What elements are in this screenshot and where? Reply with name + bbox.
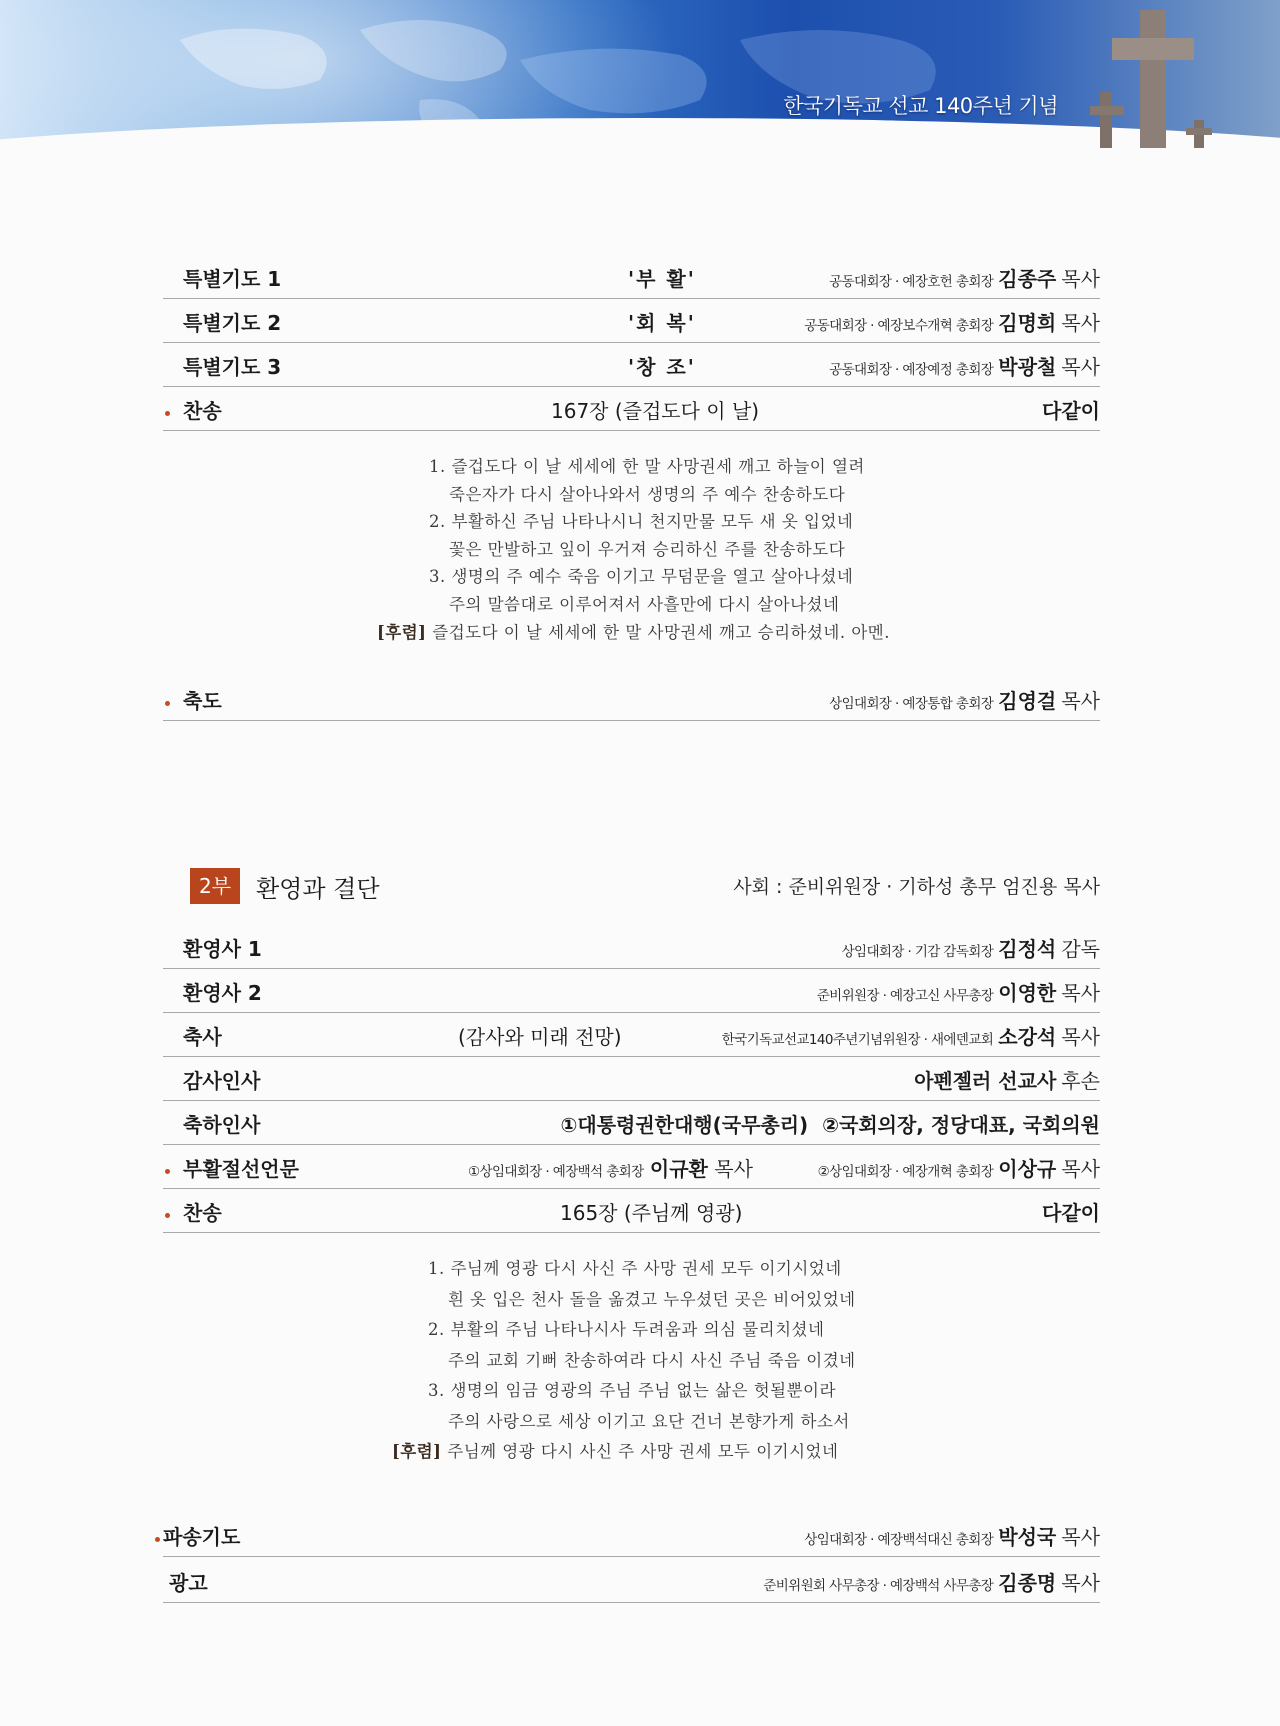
lyric-line: 주의 교회 기뻐 찬송하여라 다시 사신 주님 죽음 이겼네 xyxy=(448,1350,856,1370)
declaration-presenter-2 xyxy=(818,1153,1100,1182)
bullet-icon xyxy=(165,1169,170,1174)
row-label: 파송기도 xyxy=(163,1525,241,1549)
row-label: 축도 xyxy=(183,689,222,713)
presenter-role: 공동대회장 · 예장호헌 총회장 xyxy=(829,274,994,290)
presenter-title: 목사 xyxy=(1061,267,1100,291)
row-label: 특별기도 1 xyxy=(183,267,282,291)
presenter-role: 상임대회장 · 기감 감독회장 xyxy=(841,944,994,960)
program-row-special-prayer-1 xyxy=(163,258,1100,299)
hymn-performer: 다같이 xyxy=(1042,1201,1100,1225)
lyric-line: 흰 옷 입은 천사 돌을 옮겼고 누우셨던 곳은 비어있었네 xyxy=(448,1289,856,1309)
presenter-name: 박광철 xyxy=(998,355,1057,379)
presenter xyxy=(763,1567,1100,1596)
presenter-name: 김정석 xyxy=(998,937,1057,961)
lyric-line: 2. 부활의 주님 나타나시사 두려움과 의심 물리치셨네 xyxy=(428,1320,825,1339)
thanks-suffix: 후손 xyxy=(1061,1069,1100,1093)
program-row-sending-prayer xyxy=(163,1516,1100,1557)
presenter xyxy=(829,685,1100,714)
presenter xyxy=(804,307,1100,336)
presenter-role: ②상임대회장 · 예장개혁 총회장 xyxy=(817,1164,994,1180)
lyric-line: 꽃은 만발하고 잎이 우거져 승리하신 주를 찬송하도다 xyxy=(449,539,846,559)
presenter-name: 이상규 xyxy=(998,1157,1057,1181)
refrain-tag: [후렴] xyxy=(392,1442,442,1461)
presenter-name: 김종명 xyxy=(998,1571,1057,1595)
presenter-title: 목사 xyxy=(1061,689,1100,713)
lyric-line: 3. 생명의 임금 영광의 주님 주님 없는 삶은 헛될뿐이라 xyxy=(428,1381,836,1400)
program-row-special-prayer-2 xyxy=(163,302,1100,343)
header-banner xyxy=(0,0,1280,148)
lyric-line: 2. 부활하신 주님 나타나시니 천지만물 모두 새 옷 입었네 xyxy=(429,512,854,532)
banner-title: 한국기독교 선교 140주년 기념 xyxy=(783,94,1058,118)
presenter-title: 목사 xyxy=(1061,1025,1100,1049)
prayer-topic: '회 복' xyxy=(628,311,696,335)
presenter-name: 박성국 xyxy=(998,1525,1057,1549)
bullet-icon xyxy=(165,411,170,416)
presenter xyxy=(804,1521,1100,1550)
lyric-line: 3. 생명의 주 예수 죽음 이기고 무덤문을 열고 살아나셨네 xyxy=(429,567,854,587)
program-row-greeting xyxy=(163,1104,1100,1145)
row-label: 환영사 2 xyxy=(183,981,262,1005)
hymn-lyrics-167 xyxy=(377,453,890,646)
presenter-title: 목사 xyxy=(1061,1157,1100,1181)
address-topic: (감사와 미래 전망) xyxy=(458,1025,622,1049)
program-row-congratulatory-address xyxy=(163,1016,1100,1057)
presenter xyxy=(842,933,1100,962)
presenter-title: 목사 xyxy=(1061,1571,1100,1595)
presenter xyxy=(829,351,1100,380)
row-label: 찬송 xyxy=(183,399,222,423)
hymn-title: 165장 (주님께 영광) xyxy=(560,1201,743,1225)
prayer-topic: '부 활' xyxy=(628,267,696,291)
hymn-performer: 다같이 xyxy=(1042,399,1100,423)
presenter-role: ①상임대회장 · 예장백석 총회장 xyxy=(468,1164,644,1180)
presenter-title: 목사 xyxy=(1061,311,1100,335)
presenter-role: 준비위원장 · 예장고신 사무총장 xyxy=(816,988,994,1004)
bullet-icon xyxy=(165,701,170,706)
program-row-announcement xyxy=(163,1562,1100,1603)
presenter-role: 공동대회장 · 예장보수개혁 총회장 xyxy=(804,318,994,334)
part-badge: 2부 xyxy=(190,868,240,904)
row-label: 특별기도 2 xyxy=(183,311,282,335)
presenter xyxy=(722,1021,1100,1050)
presenter-role: 준비위원회 사무총장 · 예장백석 사무총장 xyxy=(763,1578,994,1594)
row-label: 특별기도 3 xyxy=(183,355,282,379)
cross-icon xyxy=(1090,10,1230,148)
row-label: 부활절선언문 xyxy=(183,1157,299,1181)
row-label: 축사 xyxy=(183,1025,222,1049)
lyric-line: 주의 사랑으로 세상 이기고 요단 건너 본향가게 하소서 xyxy=(448,1411,850,1431)
part-host: 사회 : 준비위원장 · 기하성 총무 엄진용 목사 xyxy=(733,876,1100,898)
row-label: 축하인사 xyxy=(183,1113,261,1137)
bullet-icon xyxy=(165,1213,170,1218)
hymn-lyrics-165 xyxy=(392,1255,856,1469)
row-label: 환영사 1 xyxy=(183,937,262,961)
presenter-name: 김종주 xyxy=(998,267,1057,291)
presenter-name: 김영걸 xyxy=(998,689,1057,713)
presenter-title: 목사 xyxy=(1061,355,1100,379)
presenter xyxy=(829,263,1100,292)
declaration-presenter-1 xyxy=(468,1153,753,1182)
refrain-tag: [후렴] xyxy=(377,622,427,642)
presenter-name: 이규환 xyxy=(649,1157,708,1181)
prayer-topic: '창 조' xyxy=(628,355,696,379)
presenter-role: 상임대회장 · 예장백석대신 총회장 xyxy=(804,1532,994,1548)
presenter-title: 목사 xyxy=(714,1157,753,1181)
presenter-name: 소강석 xyxy=(998,1025,1057,1049)
program-row-blessing xyxy=(163,680,1100,721)
lyric-refrain xyxy=(377,619,890,647)
lyric-line: 죽은자가 다시 살아나와서 생명의 주 예수 찬송하도다 xyxy=(449,484,846,504)
presenter-title: 목사 xyxy=(1061,1525,1100,1549)
program-row-hymn-167 xyxy=(163,390,1100,431)
presenter-role: 상임대회장 · 예장통합 총회장 xyxy=(829,696,994,712)
program-row-thanks xyxy=(163,1060,1100,1101)
program-row-welcome-2 xyxy=(163,972,1100,1013)
bullet-icon xyxy=(155,1537,160,1542)
program-row-welcome-1 xyxy=(163,928,1100,969)
thanks-value: 아펜젤러 선교사 xyxy=(914,1069,1057,1093)
refrain-text: 주님께 영광 다시 사신 주 사망 권세 모두 이기시었네 xyxy=(447,1442,839,1461)
presenter xyxy=(817,977,1100,1006)
thanks-target xyxy=(914,1065,1100,1094)
row-label: 찬송 xyxy=(183,1201,222,1225)
row-label: 감사인사 xyxy=(183,1069,261,1093)
presenter-title: 목사 xyxy=(1061,981,1100,1005)
lyric-refrain xyxy=(392,1438,856,1469)
refrain-text: 즐겁도다 이 날 세세에 한 말 사망권세 깨고 승리하셨네. 아멘. xyxy=(432,622,890,642)
presenter-name: 김명희 xyxy=(998,311,1057,335)
row-label: 광고 xyxy=(169,1571,208,1595)
hymn-title: 167장 (즐겁도다 이 날) xyxy=(551,399,760,423)
lyric-line: 1. 즐겁도다 이 날 세세에 한 말 사망권세 깨고 하늘이 열려 xyxy=(429,457,865,476)
part-title: 환영과 결단 xyxy=(256,875,380,903)
program-row-easter-declaration xyxy=(163,1148,1100,1189)
greeting-value: ①대통령권한대행(국무총리) ②국회의장, 정당대표, 국회의원 xyxy=(560,1113,1100,1137)
program-row-hymn-165 xyxy=(163,1192,1100,1233)
presenter-title: 감독 xyxy=(1061,937,1100,961)
lyric-line: 1. 주님께 영광 다시 사신 주 사망 권세 모두 이기시었네 xyxy=(428,1259,842,1278)
presenter-role: 공동대회장 · 예장예정 총회장 xyxy=(829,362,994,378)
lyric-line: 주의 말씀대로 이루어져서 사흘만에 다시 살아나셨네 xyxy=(449,594,840,614)
presenter-name: 이영한 xyxy=(998,981,1057,1005)
presenter-role: 한국기독교선교140주년기념위원장 · 새에덴교회 xyxy=(721,1032,994,1048)
program-row-special-prayer-3 xyxy=(163,346,1100,387)
